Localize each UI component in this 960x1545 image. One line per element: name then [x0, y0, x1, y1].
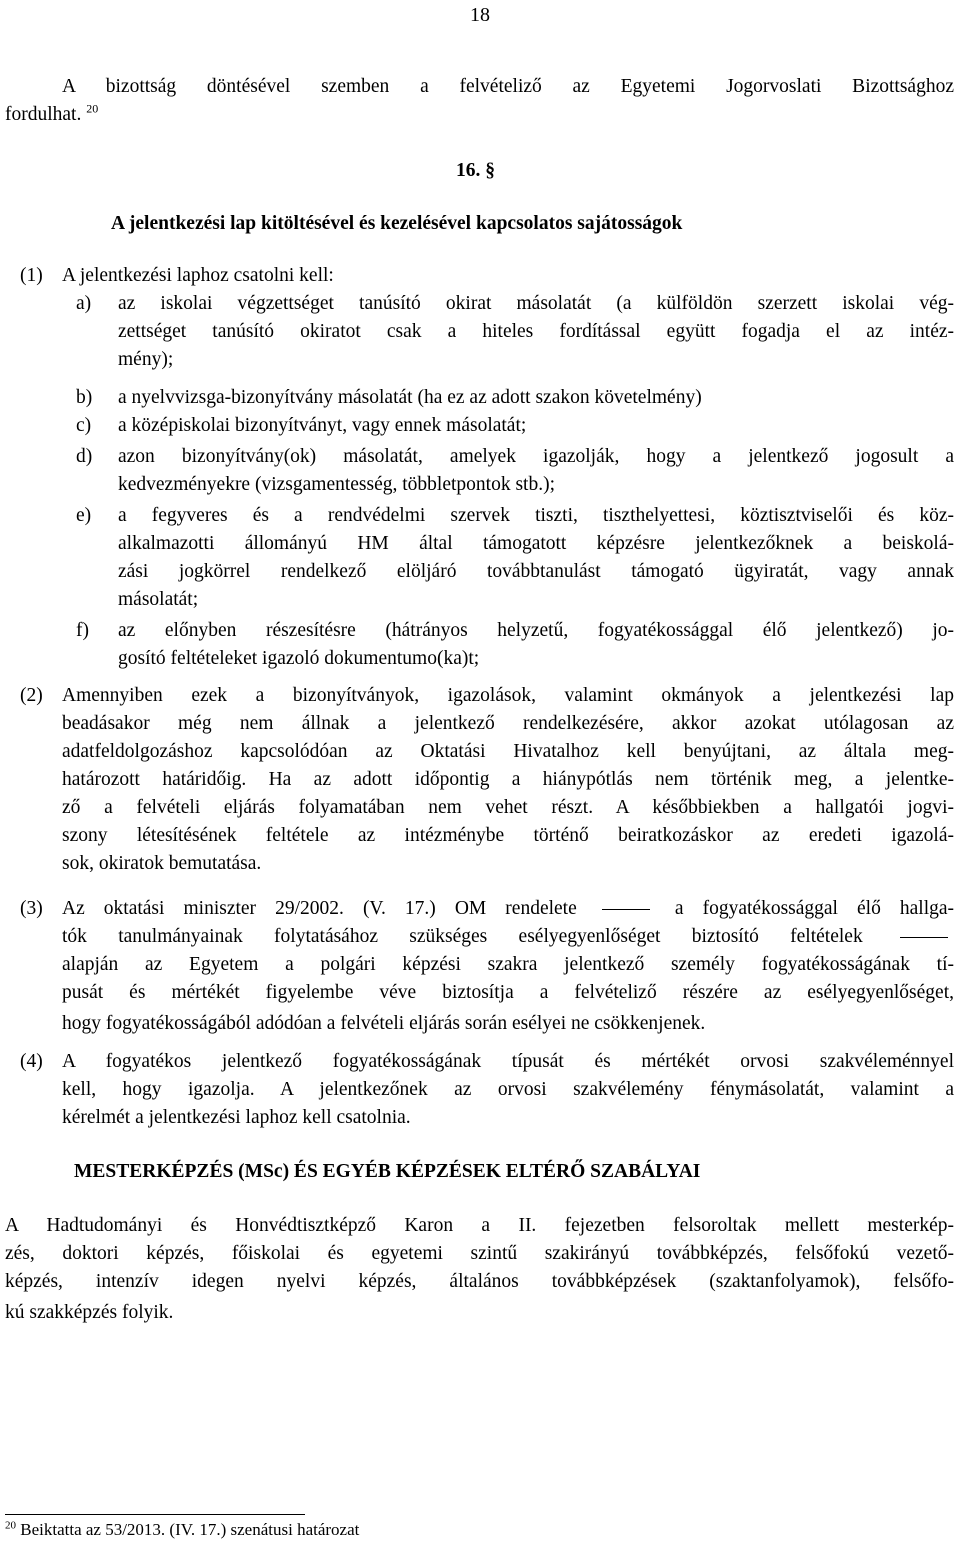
- closing-line-1: A Hadtudományi és Honvédtisztképző Karon a II. fejezetben felsoroltak mellett mesterkép-: [5, 1215, 954, 1236]
- p3-line-2a: tók tanulmányainak folytatásához szükséges esélyegyenlőséget biztosító feltételek: [62, 926, 863, 947]
- item-a-line-2: zettséget tanúsító okiratot csak a hiteles fordítással együtt fogadja el az intéz-: [118, 321, 954, 342]
- item-c-label: c): [76, 415, 92, 436]
- p2-line-4: határozott határidőig. Ha az adott időpontig a hiánypótlás nem történik meg, a jelentke-: [62, 769, 954, 790]
- item-f-label: f): [76, 620, 89, 641]
- p2-label: (2): [20, 685, 43, 706]
- footnote-number: 20: [5, 1519, 16, 1532]
- item-f-line-2: gosító feltételeket igazoló dokumentumo(ka)t;: [118, 648, 480, 669]
- item-e-line-2: alkalmazotti állományú HM által támogatott képzésre jelentkezőknek a beiskolá-: [118, 533, 954, 554]
- closing-line-3: képzés, intenzív idegen nyelvi képzés, általános továbbképzések (szaktanfolyamok), felsőfo-: [5, 1271, 954, 1292]
- item-a-label: a): [76, 293, 92, 314]
- item-b-line-1: a nyelvvizsga-bizonyítvány másolatát (ha ez az adott szakon követelmény): [118, 387, 702, 408]
- section-title: A jelentkezési lap kitöltésével és kezelésével kapcsolatos sajátosságok: [111, 213, 683, 234]
- p2-line-1: Amennyiben ezek a bizonyítványok, igazolások, valamint okmányok a jelentkezési lap: [62, 685, 954, 706]
- footnote-divider: [5, 1514, 305, 1515]
- p2-line-2: beadásakor még nem állnak a jelentkező rendelkezésére, akkor azokat utólagosan az: [62, 713, 954, 734]
- p2-line-7: sok, okiratok bemutatása.: [62, 853, 262, 874]
- em-dash: [900, 937, 948, 938]
- p2-line-5: ző a felvételi eljárás folyamatában nem vehet részt. A későbbiekben a hallgatói jogvi-: [62, 797, 954, 818]
- p1-lead: A jelentkezési laphoz csatolni kell:: [62, 265, 334, 286]
- p3-line-3: alapján az Egyetem a polgári képzési szakra jelentkező személy fogyatékosságának tí-: [62, 954, 954, 975]
- intro-line-1: A bizottság döntésével szemben a felvételiző az Egyetemi Jogorvoslati Bizottsághoz: [62, 76, 954, 97]
- item-c-line-1: a középiskolai bizonyítványt, vagy ennek másolatát;: [118, 415, 527, 436]
- item-d-line-2: kedvezményekre (vizsgamentesség, többletpontok stb.);: [118, 474, 555, 495]
- p4-line-1: A fogyatékos jelentkező fogyatékosságának típusát és mértékét orvosi szakvéleménnyel: [62, 1051, 954, 1072]
- intro-line-2: [5, 101, 98, 129]
- item-a-line-3: mény);: [118, 349, 174, 370]
- section-symbol: §: [485, 160, 495, 181]
- p3-label: (3): [20, 898, 43, 919]
- item-a-line-1: az iskolai végzettséget tanúsító okirat másolatát (a külföldön szerzett iskolai vég-: [118, 293, 954, 314]
- p3-line-4: pusát és mértékét figyelembe véve biztosítja a felvételiző részére az esélyegyenlőséget,: [62, 982, 954, 1003]
- p2-line-6: szony létesítésének feltétele az intézménybe történő beiratkozáskor az eredeti igazolá-: [62, 825, 954, 846]
- p4-line-3: kérelmét a jelentkezési laphoz kell csatolnia.: [62, 1107, 411, 1128]
- section-number: [456, 157, 495, 185]
- em-dash: [602, 909, 650, 910]
- item-b-label: b): [76, 387, 93, 408]
- page-number: 18: [470, 4, 490, 26]
- closing-line-4: kú szakképzés folyik.: [5, 1302, 174, 1323]
- p3-line-1b: a fogyatékossággal élő hallga-: [674, 898, 955, 919]
- p3-line-5: hogy fogyatékosságából adódóan a felvételi eljárás során esélyei ne csökkenjenek.: [62, 1013, 706, 1034]
- item-e-line-1: a fegyveres és a rendvédelmi szervek tiszti, tiszthelyettesi, köztisztviselői és köz-: [118, 505, 954, 526]
- item-d-line-1: azon bizonyítvány(ok) másolatát, amelyek igazolják, hogy a jelentkező jogosult a: [118, 446, 954, 467]
- closing-line-2: zés, doktori képzés, főiskolai és egyetemi szintű szakirányú továbbképzés, felsőfokú vezető-: [5, 1243, 954, 1264]
- item-e-line-3: zási jogkörrel rendelkező elöljáró továbbtanulást támogató ügyiratát, vagy annak: [118, 561, 954, 582]
- p4-line-2: kell, hogy igazolja. A jelentkezőnek az orvosi szakvélemény fénymásolatát, valamint a: [62, 1079, 954, 1100]
- p3-line-1: [62, 895, 954, 923]
- footnote-text: Beiktatta az 53/2013. (IV. 17.) szenátusi határozat: [20, 1520, 360, 1539]
- p3-line-1a: Az oktatási miniszter 29/2002. (V. 17.) OM rendelete: [62, 898, 577, 919]
- section-number-text: 16.: [456, 160, 481, 181]
- footnote: [5, 1518, 359, 1542]
- p1-label: (1): [20, 265, 43, 286]
- footnote-ref: 20: [86, 101, 99, 116]
- p3-line-2: [62, 923, 954, 951]
- intro-text: fordulhat.: [5, 104, 82, 125]
- item-e-line-4: másolatát;: [118, 589, 199, 610]
- item-f-line-1: az előnyben részesítésre (hátrányos helyzetű, fogyatékossággal élő jelentkező) jo-: [118, 620, 954, 641]
- p4-label: (4): [20, 1051, 43, 1072]
- item-d-label: d): [76, 446, 93, 467]
- p2-line-3: adatfeldolgozáshoz kapcsolódóan az Oktatási Hivatalhoz kell benyújtani, az általa meg-: [62, 741, 954, 762]
- item-e-label: e): [76, 505, 92, 526]
- section-heading: MESTERKÉPZÉS (MSc) ÉS EGYÉB KÉPZÉSEK ELTÉRŐ SZABÁLYAI: [74, 1161, 701, 1182]
